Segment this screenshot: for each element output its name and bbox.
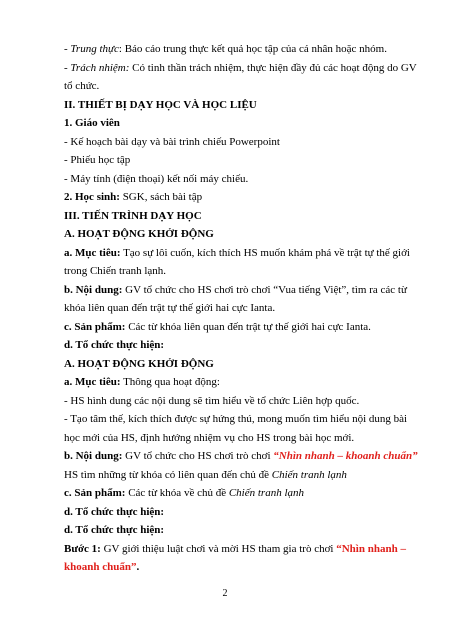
text-muc-tieu-2: Thông qua hoạt động:: [120, 376, 220, 388]
game-name-1: “Nhìn nhanh – khoanh chuẩn”: [273, 450, 418, 462]
heading-to-chuc-1: d. Tổ chức thực hiện:: [64, 339, 165, 351]
label-muc-tieu-2: a. Mục tiêu:: [64, 376, 121, 388]
text-hoc-sinh: SGK, sách bài tập: [119, 191, 203, 203]
game-name-2: “Nhìn nhanh –: [336, 542, 406, 555]
line-hoc-sinh: [64, 188, 414, 207]
text-san-pham-1: Các từ khóa liên quan đến trật tự thế giới hai cực Ianta.: [125, 320, 371, 333]
item-may-tinh: - Máy tính (điện thoại) kết nối máy chiếu.: [64, 172, 249, 185]
topic-chien-tranh-lanh-2: Chiến tranh lạnh: [228, 487, 305, 499]
line-trung-thuc: [64, 40, 414, 59]
heading-tien-trinh: III. TIẾN TRÌNH DẠY HỌC: [64, 209, 202, 222]
text-muc-tieu-1: Tạo sự lôi cuốn, kích thích HS muốn khám phá về trật tự thế giới: [120, 246, 410, 259]
line-buoc-1: [64, 540, 414, 559]
line-trach-nhiem: [64, 59, 417, 78]
item-hs-hinh-dung: - HS hình dung các nội dung sẽ tìm hiểu về tổ chức Liên hợp quốc.: [64, 394, 360, 407]
line-buoc-1-cont: [64, 558, 414, 577]
label-hoc-sinh: 2. Học sinh:: [64, 191, 120, 203]
topic-chien-tranh-lanh-1: Chiến tranh lạnh: [271, 468, 347, 481]
line-noi-dung-2-cont: [64, 466, 414, 485]
document-body: [64, 40, 418, 577]
line-san-pham-2: [64, 484, 414, 503]
label-trach-nhiem: - Trách nhiệm:: [64, 61, 130, 74]
text-noi-dung-2: GV tổ chức cho HS chơi trò chơi: [122, 450, 274, 462]
label-noi-dung-2: b. Nội dung:: [64, 450, 123, 462]
text-trach-nhiem: Có tinh thần trách nhiệm, thực hiện đầy đủ các hoạt động do GV: [129, 61, 417, 74]
label-muc-tieu-1: a. Mục tiêu:: [64, 246, 121, 259]
line-muc-tieu-1-cont: trong Chiến tranh lạnh.: [64, 265, 167, 277]
item-phieu-hoc-tap: - Phiếu học tập: [64, 154, 131, 166]
label-buoc-1: Bước 1:: [64, 542, 101, 555]
line-noi-dung-1-cont: khóa liên quan đến trật tự thế giới hai cực Ianta.: [64, 302, 276, 314]
item-tao-tam-the-cont: học mới của HS, định hướng nhiệm vụ cho HS trong bài học mới.: [64, 431, 355, 444]
heading-to-chuc-3: d. Tổ chức thực hiện:: [64, 524, 165, 536]
line-to-chuc: [64, 77, 414, 96]
item-tao-tam-the: - Tạo tâm thế, kích thích được sự hứng thú, mong muốn tìm hiểu nội dung bài: [64, 413, 408, 425]
text-san-pham-2: Các từ khóa về chủ đề: [125, 487, 229, 499]
game-name-2-cont: khoanh chuẩn”: [64, 561, 137, 573]
line-noi-dung-1: [64, 281, 414, 300]
heading-hoat-dong-2: A. HOẠT ĐỘNG KHỞI ĐỘNG: [64, 357, 214, 370]
heading-giao-vien: 1. Giáo viên: [64, 117, 120, 129]
text-to-chuc: tổ chức.: [64, 80, 100, 92]
text-noi-dung-1: GV tổ chức cho HS chơi trò chơi “Vua tiếng Việt”, tìm ra các từ: [122, 283, 407, 296]
text-tim-tu-khoa: HS tìm những từ khóa có liên quan đến chủ đề: [64, 468, 272, 481]
period-end: .: [136, 561, 140, 573]
line-muc-tieu-2: [64, 373, 414, 392]
page-number: 2: [222, 588, 228, 599]
text-buoc-1: GV giới thiệu luật chơi và mời HS tham gia trò chơi: [100, 542, 337, 555]
line-muc-tieu-1: [64, 244, 414, 263]
text-trung-thuc: : Báo cáo trung thực kết quả học tập của cá nhân hoặc nhóm.: [118, 43, 387, 55]
label-san-pham-2: c. Sản phẩm:: [64, 487, 126, 499]
item-ke-hoach: - Kế hoạch bài dạy và bài trình chiếu Powerpoint: [64, 135, 280, 148]
line-san-pham-1: [64, 318, 414, 337]
label-noi-dung-1: b. Nội dung:: [64, 283, 123, 296]
line-noi-dung-2: [64, 447, 418, 466]
label-trung-thuc: - Trung thực: [64, 43, 119, 55]
heading-thiet-bi: II. THIẾT BỊ DẠY HỌC VÀ HỌC LIỆU: [64, 98, 257, 111]
heading-to-chuc-2: d. Tổ chức thực hiện:: [64, 505, 165, 518]
label-san-pham-1: c. Sản phẩm:: [64, 320, 126, 333]
heading-hoat-dong-1: A. HOẠT ĐỘNG KHỞI ĐỘNG: [64, 228, 214, 240]
